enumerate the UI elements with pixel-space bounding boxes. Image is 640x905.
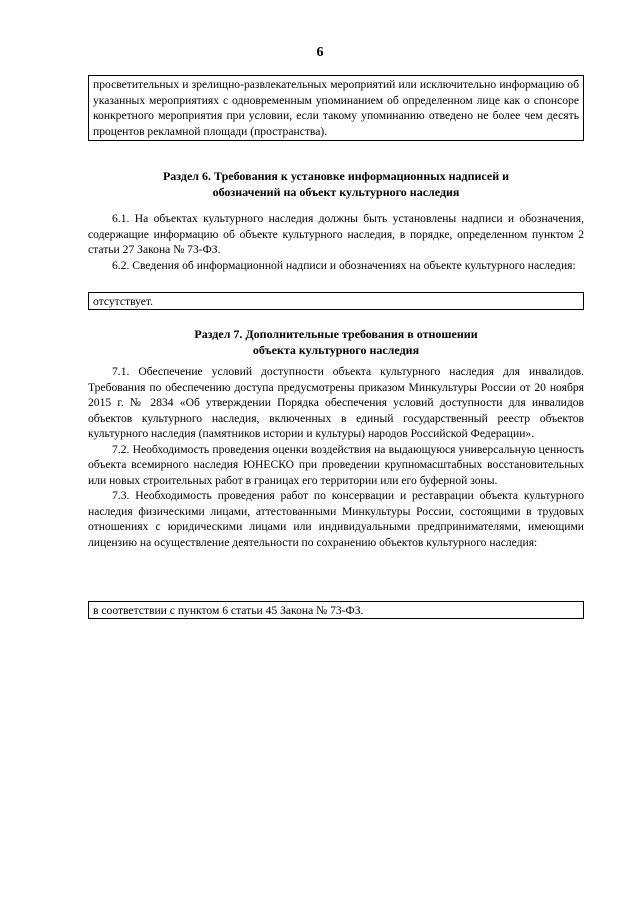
section-6-title xyxy=(88,169,584,200)
paragraph-7-2: 7.2. Необходимость проведения оценки воздействия на выдающуюся универсальную ценность объекта всемирного наследия ЮНЕСКО при проведении крупномасштабных восстановительных или новых строительных работ в границах его территории или его буферной зоны. xyxy=(88,442,584,487)
section-6-title-line-2: обозначений на объект культурного наследия xyxy=(212,184,460,199)
section-7-title-line-2: объекта культурного наследия xyxy=(252,342,420,357)
section-7-title-line-1: Раздел 7. Дополнительные требования в отношении xyxy=(194,327,478,341)
page-number: 6 xyxy=(316,45,324,60)
signage-info-box xyxy=(88,292,584,310)
paragraph-7-1: 7.1. Обеспечение условий доступности объекта культурного наследия для инвалидов. Требования по обеспечению доступа предусмотрены приказом Минкультуры России от 20 ноября 2015 г. № 2834 «Об утверждении Порядка обеспечения условий доступности для инвалидов объектов культурного наследия, включенных в единый государственный реестр объектов культурного наследия (памятников истории и культуры) народов Российской Федерации». xyxy=(88,365,584,440)
restoration-requirement-value: в соответствии с пунктом 6 статьи 45 Закона № 73-ФЗ. xyxy=(93,604,364,617)
section-7-body xyxy=(88,364,584,550)
section-6-body xyxy=(88,211,584,273)
section-6-title-line-1: Раздел 6. Требования к установке информационных надписей и xyxy=(162,169,510,183)
restoration-requirement-box xyxy=(88,601,584,619)
intro-text-box xyxy=(88,75,584,141)
paragraph-6-1: 6.1. На объектах культурного наследия должны быть установлены надписи и обозначения, содержащие информацию об объекте культурного наследия, в порядке, определенном пунктом 2 статьи 27 Закона № 73-ФЗ. xyxy=(88,212,584,256)
signage-info-value: отсутствует. xyxy=(93,295,154,308)
paragraph-6-2: 6.2. Сведения об информационной надписи и обозначениях на объекте культурного наследия: xyxy=(112,258,576,272)
paragraph-7-3: 7.3. Необходимость проведения работ по консервации и реставрации объекта культурного наследия физическими лицами, аттестованными Минкультуры России, состоящими в трудовых отношениях с юридическими лицами или индивидуальными предпринимателями, имеющими лицензию на осуществление деятельности по сохранению объектов культурного наследия: xyxy=(88,489,584,549)
section-7-title xyxy=(88,327,584,358)
intro-text: просветительных и зрелищно-развлекательных мероприятий или исключительно информацию об указанных мероприятиях с одновременным упоминанием об определенном лице как о спонсоре конкретного мероприятия при условии, если такому упоминанию отведено не более чем десять процентов рекламной площади (пространства). xyxy=(93,78,579,138)
